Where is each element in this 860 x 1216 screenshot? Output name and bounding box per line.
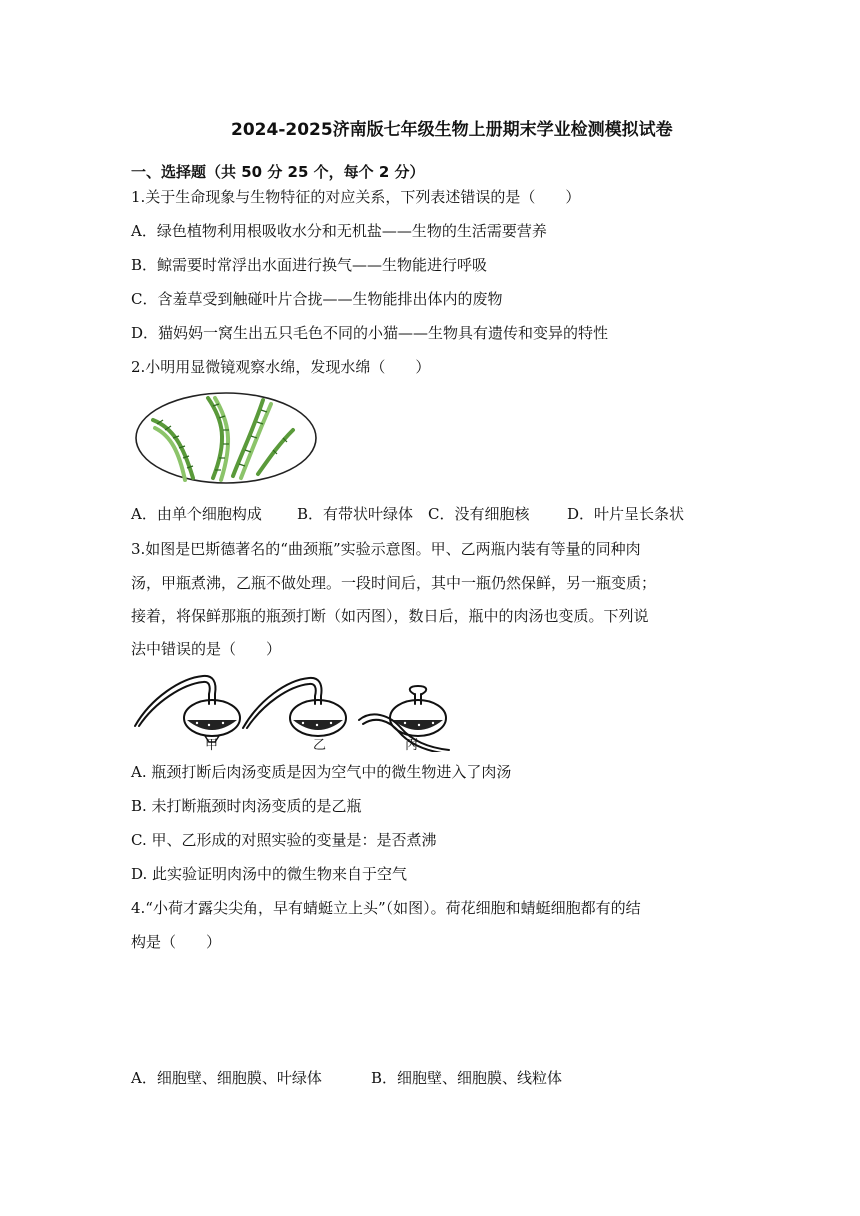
q3-stem-line1: 3.如图是巴斯德著名的“曲颈瓶”实验示意图。甲、乙两瓶内装有等量的同种肉 — [131, 540, 641, 558]
q4-stem-line2: 构是（ ） — [131, 933, 222, 951]
flask-label-jia: 甲 — [205, 738, 219, 753]
flask-label-bing: 丙 — [405, 738, 419, 753]
q3-option-b: B. 未打断瓶颈时肉汤变质的是乙瓶 — [131, 797, 362, 815]
q1-stem: 1.关于生命现象与生物特征的对应关系，下列表述错误的是（ ） — [131, 188, 581, 206]
spirogyra-figure — [133, 390, 319, 486]
flask-label-yi: 乙 — [313, 738, 327, 753]
q4-option-b: B．细胞壁、细胞膜、线粒体 — [371, 1069, 563, 1087]
q3-option-d: D. 此实验证明肉汤中的微生物来自于空气 — [131, 865, 408, 883]
q2-option-d: D．叶片呈长条状 — [567, 505, 685, 523]
q3-stem-line4: 法中错误的是（ ） — [131, 640, 282, 658]
exam-title: 2024-2025济南版七年级生物上册期末学业检测模拟试卷 — [231, 120, 673, 140]
q1-option-d: D．猫妈妈一窝生出五只毛色不同的小猫——生物具有遗传和变异的特性 — [131, 324, 609, 342]
q1-option-c: C．含羞草受到触碰叶片合拢——生物能排出体内的废物 — [131, 290, 503, 308]
q3-stem-line3: 接着，将保鲜那瓶的瓶颈打断（如丙图），数日后，瓶中的肉汤也变质。下列说 — [131, 607, 649, 625]
q1-option-a: A．绿色植物利用根吸收水分和无机盐——生物的生活需要营养 — [131, 222, 547, 240]
q3-stem-line2: 汤，甲瓶煮沸，乙瓶不做处理。一段时间后，其中一瓶仍然保鲜，另一瓶变质； — [131, 574, 657, 592]
q2-option-a: A．由单个细胞构成 — [131, 505, 262, 523]
q2-stem: 2.小明用显微镜观察水绵，发现水绵（ ） — [131, 358, 431, 376]
q1-option-b: B．鲸需要时常浮出水面进行换气——生物能进行呼吸 — [131, 256, 488, 274]
q4-option-a: A．细胞壁、细胞膜、叶绿体 — [131, 1069, 322, 1087]
q2-option-c: C．没有细胞核 — [428, 505, 530, 523]
q2-option-b: B．有带状叶绿体 — [297, 505, 414, 523]
q3-option-c: C. 甲、乙形成的对照实验的变量是：是否煮沸 — [131, 831, 437, 849]
q4-stem-line1: 4.“小荷才露尖尖角，早有蜻蜓立上头”（如图）。荷花细胞和蜻蜓细胞都有的结 — [131, 899, 641, 917]
q3-option-a: A. 瓶颈打断后肉汤变质是因为空气中的微生物进入了肉汤 — [131, 763, 512, 781]
section-heading: 一、选择题（共 50 分 25 个，每个 2 分） — [131, 163, 425, 181]
